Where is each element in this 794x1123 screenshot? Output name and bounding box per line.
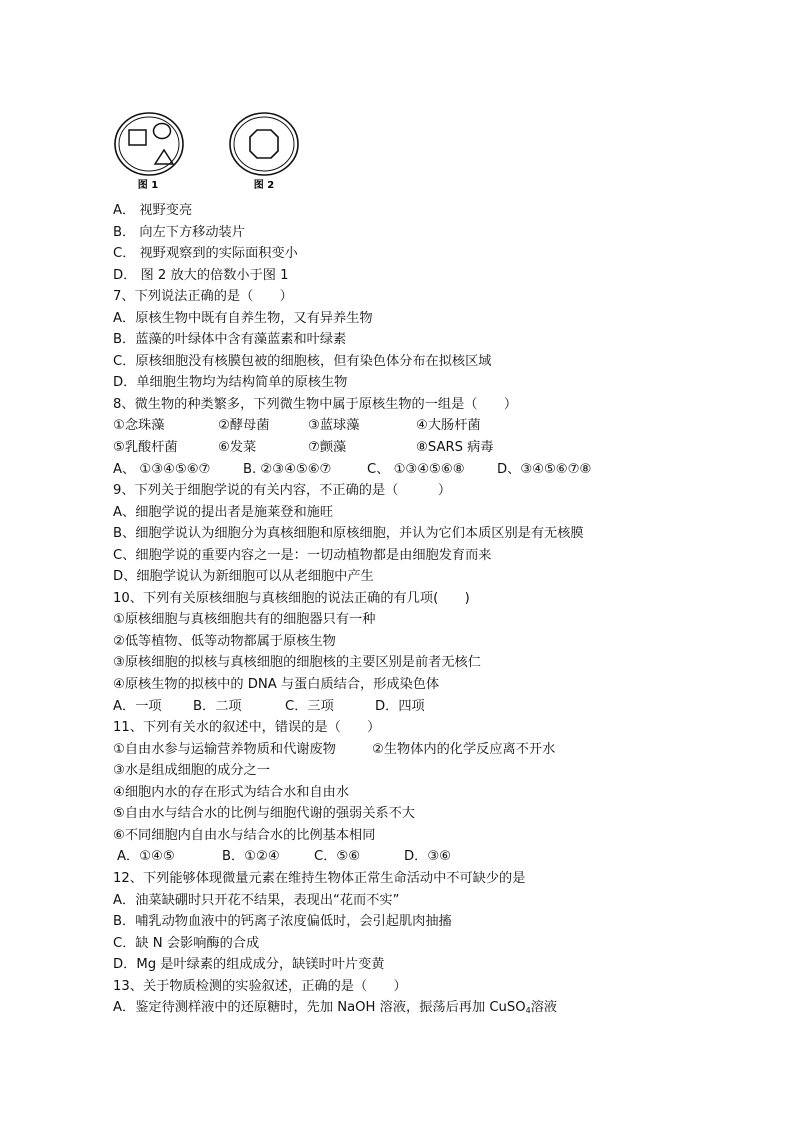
square-cell — [129, 130, 146, 145]
question-text — [113, 200, 753, 1019]
q11-statement-4: ④细胞内水的存在形式为结合水和自由水 — [113, 784, 350, 800]
field-circle-2-inner — [234, 117, 294, 171]
field-circle-1 — [115, 113, 183, 175]
q12-option-a: A．油菜缺硼时只开花不结果，表现出“花而不实” — [113, 892, 400, 908]
q8-option-b: B. ②③④⑤⑥⑦ — [243, 461, 332, 477]
q6-option-d: D． 图 2 放大的倍数小于图 1 — [113, 267, 289, 283]
q11-stem: 11、下列有关水的叙述中，错误的是（ ） — [113, 720, 381, 736]
q13-option-a-subscript: 4 — [525, 1006, 531, 1016]
q7-option-c: C．原核细胞没有核膜包被的细胞核，但有染色体分布在拟核区域 — [113, 353, 492, 369]
q8-item: ①念珠藻 — [113, 418, 165, 434]
q11-option-c: C．⑤⑥ — [314, 849, 361, 865]
q8-item: ⑥发菜 — [218, 440, 257, 456]
q6-option-c: C． 视野观察到的实际面积变小 — [113, 246, 298, 262]
q10-statement-4: ④原核生物的拟核中的 DNA 与蛋白质结合，形成染色体 — [113, 677, 440, 693]
q13-option-a-text: A．鉴定待测样液中的还原糖时，先加 NaOH 溶液，振荡后再加 CuSO — [113, 1000, 526, 1016]
q7-option-d: D．单细胞生物均为结构简单的原核生物 — [113, 375, 348, 391]
q9-option-c: C、细胞学说的重要内容之一是：一切动植物都是由细胞发育而来 — [113, 547, 492, 563]
q8-items-row-1 — [113, 415, 753, 437]
q6-option-b: B． 向左下方移动装片 — [113, 224, 245, 240]
q11-statement-3: ③水是组成细胞的成分之一 — [113, 763, 270, 779]
octagon-cell — [250, 130, 278, 158]
q8-option-c: C、 ①③④⑤⑥⑧ — [367, 461, 465, 477]
q10-statement-2: ②低等植物、低等动物都属于原核生物 — [113, 633, 336, 649]
q8-item: ②酵母菌 — [218, 418, 270, 434]
circle-cell — [154, 124, 171, 139]
q8-options — [113, 459, 753, 481]
q11-option-b: B．①②④ — [222, 849, 280, 865]
q12-option-c: C．缺 N 会影响酶的合成 — [113, 935, 260, 951]
q11-option-d: D．③⑥ — [404, 849, 451, 865]
q10-option-a: A．一项 — [113, 698, 162, 714]
q8-items-row-2 — [113, 437, 753, 459]
q10-option-c: C．三项 — [285, 698, 334, 714]
q13-option-a-tail: 溶液 — [530, 1000, 558, 1016]
q8-item: ④大肠杆菌 — [416, 418, 481, 434]
figure-2-label: 图 2 — [253, 180, 275, 191]
q13-stem: 13、关于物质检测的实验叙述，正确的是（ ） — [113, 978, 407, 994]
microscope-fields-diagram — [112, 106, 312, 198]
field-circle-2 — [230, 113, 298, 175]
q8-item: ⑤乳酸杆菌 — [113, 440, 178, 456]
q8-option-d: D、③④⑤⑥⑦⑧ — [497, 461, 592, 477]
q11-statement-1 — [113, 739, 753, 761]
q9-stem: 9、下列关于细胞学说的有关内容，不正确的是（ ） — [113, 483, 452, 499]
q7-option-a: A．原核生物中既有自养生物，又有异养生物 — [113, 310, 373, 326]
q11-statement-1a: ①自由水参与运输营养物质和代谢废物 — [113, 741, 336, 757]
q10-option-b: B．二项 — [193, 698, 242, 714]
q10-stem: 10、下列有关原核细胞与真核细胞的说法正确的有几项( ) — [113, 590, 470, 606]
q8-stem: 8、微生物的种类繁多，下列微生物中属于原核生物的一组是（ ） — [113, 396, 518, 412]
q11-statement-1b: ②生物体内的化学反应离不开水 — [372, 741, 556, 757]
figure-1-label: 图 1 — [137, 180, 159, 191]
q10-options — [113, 696, 753, 718]
q9-option-b: B、细胞学说认为细胞分为真核细胞和原核细胞，并认为它们本质区别是有无核膜 — [113, 526, 584, 542]
field-circle-1-inner — [119, 117, 179, 171]
q12-option-d: D．Mg 是叶绿素的组成成分，缺镁时叶片变黄 — [113, 957, 385, 973]
q11-statement-5: ⑤自由水与结合水的比例与细胞代谢的强弱关系不大 — [113, 806, 415, 822]
q12-stem: 12、下列能够体现微量元素在维持生物体正常生命活动中不可缺少的是 — [113, 870, 526, 886]
q8-option-a: A、 ①③④⑤⑥⑦ — [113, 461, 211, 477]
microscope-figure — [112, 106, 312, 198]
q10-option-d: D．四项 — [375, 698, 425, 714]
q8-item: ⑦颤藻 — [308, 440, 347, 456]
q11-options — [113, 846, 753, 868]
q6-option-a: A． 视野变亮 — [113, 203, 193, 218]
q11-option-a: A．①④⑤ — [117, 849, 175, 865]
q8-item: ③蓝球藻 — [308, 418, 360, 434]
q9-option-d: D、细胞学说认为新细胞可以从老细胞中产生 — [113, 569, 374, 585]
q8-item: ⑧SARS 病毒 — [416, 440, 494, 456]
q11-statement-6: ⑥不同细胞内自由水与结合水的比例基本相同 — [113, 827, 376, 843]
q7-option-b: B．蓝藻的叶绿体中含有藻蓝素和叶绿素 — [113, 332, 347, 348]
q10-statement-3: ③原核细胞的拟核与真核细胞的细胞核的主要区别是前者无核仁 — [113, 655, 481, 671]
q7-stem: 7、下列说法正确的是（ ） — [113, 289, 293, 305]
q12-option-b: B．哺乳动物血液中的钙离子浓度偏低时，会引起肌肉抽搐 — [113, 914, 452, 930]
q9-option-a: A、细胞学说的提出者是施莱登和施旺 — [113, 504, 334, 520]
q13-option-a — [113, 997, 753, 1019]
triangle-cell — [155, 150, 173, 164]
q10-statement-1: ①原核细胞与真核细胞共有的细胞器只有一种 — [113, 612, 376, 628]
